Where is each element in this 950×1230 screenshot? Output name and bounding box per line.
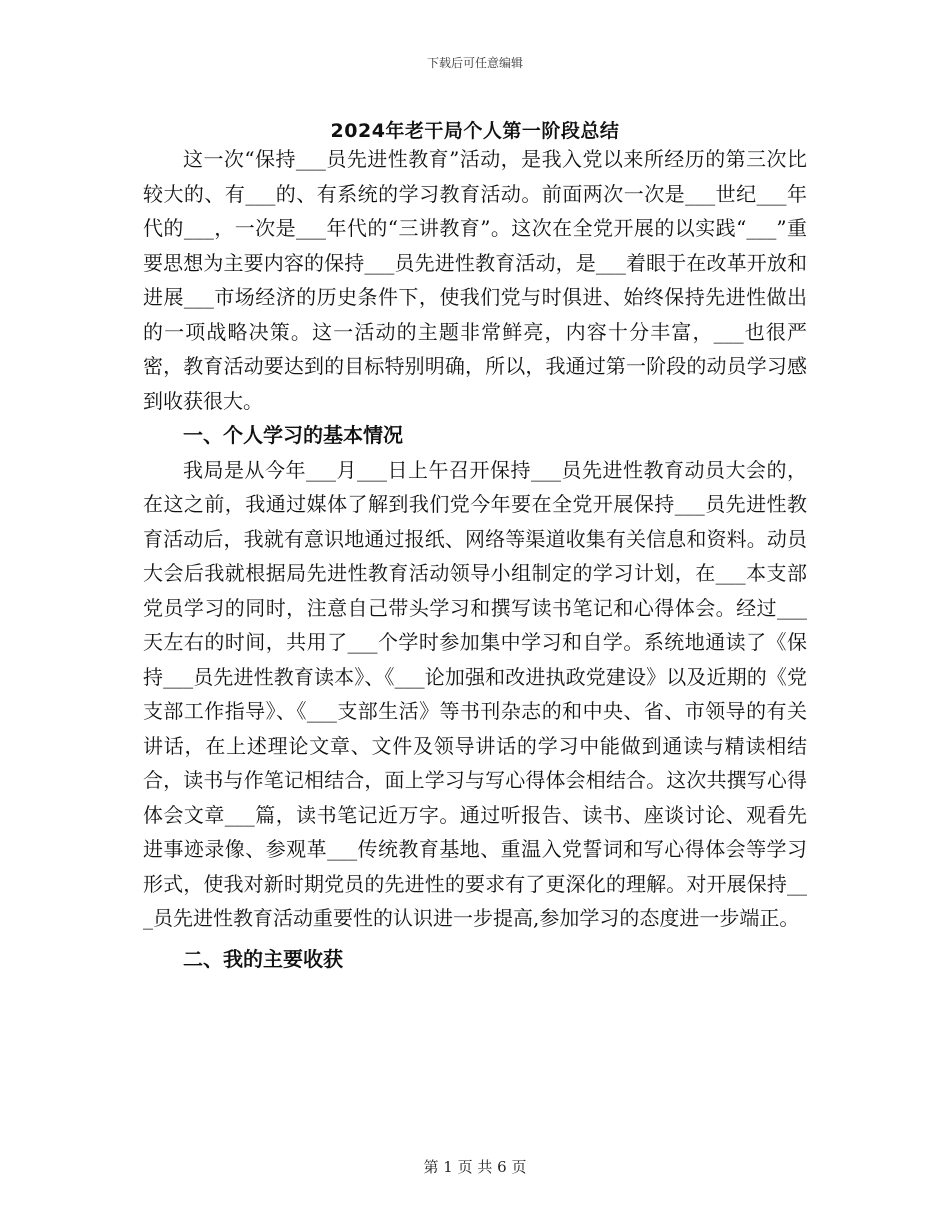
intro-paragraph: 这一次“保持___员先进性教育”活动，是我入党以来所经历的第三次比较大的、有___的、有系统的学习教育活动。前面两次一次是___世纪___年代的___，一次是___年代的“三讲教育”。这次在全党开展的以实践“___”重要思想为主要内容的保持___员先进性教育活动，是___着眼于在改革开放和进展___市场经济的历史条件下，使我们党与时俱进、始终保持先进性做出的一项战略决策。这一活动的主题非常鲜亮，内容十分丰富，___也很严密，教育活动要达到的目标特别明确，所以，我通过第一阶段的动员学习感到收获很大。 [143, 147, 807, 413]
header-note: 下载后可任意编辑 [426, 56, 523, 70]
section-1-heading: 一、个人学习的基本情况 [183, 423, 403, 447]
document-title: 2024年老干局个人第一阶段总结 [330, 120, 620, 142]
section-2-heading: 二、我的主要收获 [183, 946, 343, 971]
page-number: 第 1 页 共 6 页 [423, 1158, 527, 1176]
section-1-paragraph: 我局是从今年___月___日上午召开保持___员先进性教育动员大会的，在这之前，我通过媒体了解到我们党今年要在全党开展保持___员先进性教育活动后，我就有意识地通过报纸、网络等渠道收集有关信息和资料。动员大会后我就根据局先进性教育活动领导小组制定的学习计划，在___本支部党员学习的同时，注意自己带头学习和撰写读书笔记和心得体会。经过___天左右的时间，共用了___个学时参加集中学习和自学。系统地通读了《保持___员先进性教育读本》、《___论加强和改进执政党建设》以及近期的《党支部工作指导》、《___支部生活》等书刊杂志的和中央、省、市领导的有关讲话，在上述理论文章、文件及领导讲话的学习中能做到通读与精读相结合，读书与作笔记相结合，面上学习与写心得体会相结合。这次共撰写心得体会文章___篇，读书笔记近万字。通过听报告、读书、座谈讨论、观看先进事迹录像、参观革___传统教育基地、重温入党誓词和写心得体会等学习形式，使我对新时期党员的先进性的要求有了更深化的理解。对开展保持___员先进性教育活动重要性的认识进一步提高,参加学习的态度进一步端正。 [143, 457, 807, 930]
document-body [143, 142, 807, 976]
